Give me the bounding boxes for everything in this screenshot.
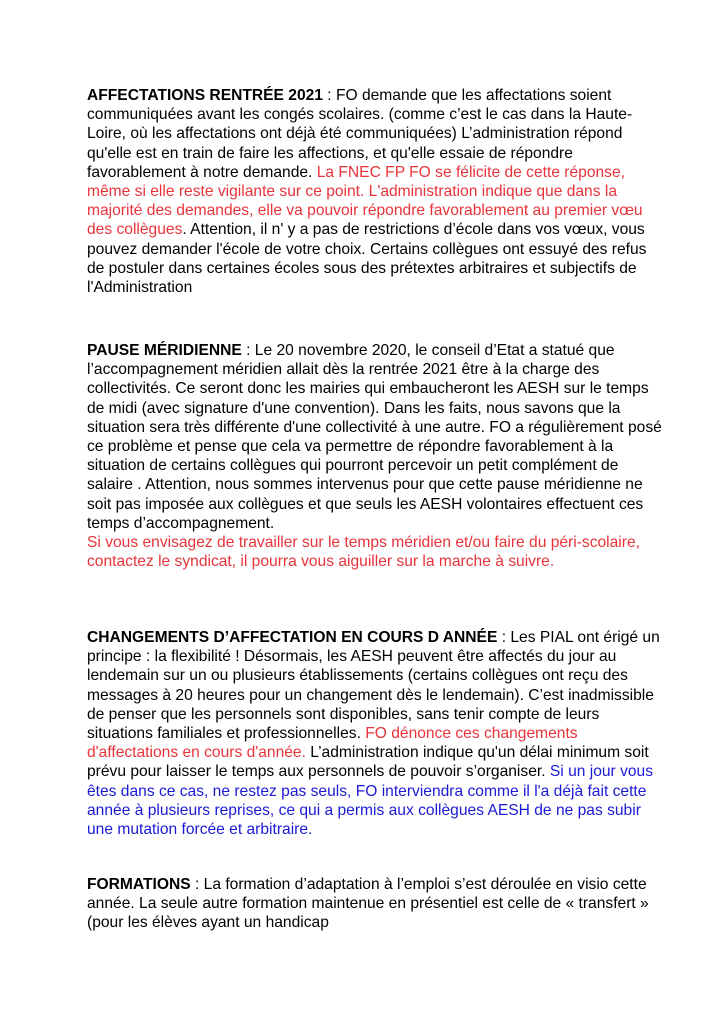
highlight-red-text: FO dénonce ces changements d'affectations en cours d'année. — [87, 725, 578, 762]
section-heading: AFFECTATIONS RENTRÉE 2021 — [87, 87, 323, 104]
highlight-blue-text: Si un jour vous êtes dans ce cas, ne restez pas seuls, FO interviendra comme il l'a déjà fait cette année à plusieurs reprises, ce qui a permis aux collègues AESH de ne pas subir une mutation forcée et arbitraire. — [87, 763, 654, 839]
section-formations — [87, 875, 667, 933]
section-heading: PAUSE MÉRIDIENNE — [87, 342, 242, 359]
section-text: . Attention, il n' y a pas de restrictions d’école dans vos vœux, vous pouvez demander l'école de votre choix. Certains collègues ont essuyé des refus de postuler dans certaines écoles sous des prétextes arbitraires et subjectifs de l'Administration — [87, 221, 647, 297]
highlight-red-text: Si vous envisagez de travailler sur le temps méridien et/ou faire du péri-scolaire, contactez le syndicat, il pourra vous aiguiller sur la marche à suivre. — [87, 534, 640, 571]
section-text: : FO demande que les affectations soient communiquées avant les congés scolaires. (comme c’est le cas dans la Haute-Loire, où les affectations ont déjà été communiquées) L’administration répond qu'elle est en train de faire les affections, et qu'elle essaie de répondre favorablement à notre demande. — [87, 87, 633, 181]
highlight-red-text: La FNEC FP FO se félicite de cette réponse, même si elle reste vigilante sur ce point. L'administration indique que dans la majorité des demandes, elle va pouvoir répondre favorablement au premier vœu des collègues — [87, 163, 643, 239]
section-text: : La formation d’adaptation à l’emploi s’est déroulée en visio cette année. La seule autre formation maintenue en présentiel est celle de « transfert » (pour les élèves ayant un handicap — [87, 876, 649, 932]
section-heading: CHANGEMENTS D’AFFECTATION EN COURS D ANNÉE — [87, 629, 498, 646]
section-heading: FORMATIONS — [87, 876, 191, 893]
section-text: : Les PIAL ont érigé un principe : la flexibilité ! Désormais, les AESH peuvent être affectés du jour au lendemain sur un ou plusieurs établissements (certains collègues ont reçu des messages à 20 heures pour un changement dès le lendemain). C’est inadmissible de penser que les personnels sont disponibles, sans tenir compte de leurs situations familiales et professionnelles. — [87, 629, 660, 743]
section-pause-meridienne — [87, 341, 667, 571]
section-changements-affectation — [87, 628, 667, 839]
section-text: L’administration indique qu'un délai minimum soit prévu pour laisser le temps aux personnels de pouvoir s’organiser. — [87, 744, 649, 781]
section-affectations — [87, 86, 667, 297]
section-text: : Le 20 novembre 2020, le conseil d’Etat a statué que l’accompagnement méridien allait dès la rentrée 2021 être à la charge des collectivités. Ce seront donc les mairies qui embaucheront les AESH sur le temps de midi (avec signature d'une convention). Dans les faits, nous savons que la situation sera très différente d'une collectivité à une autre. FO a régulièrement posé ce problème et pense que cela va permettre de répondre favorablement à la situation de certains collègues qui pourront percevoir un petit complément de salaire . Attention, nous sommes intervenus pour que cette pause méridienne ne soit pas imposée aux collègues et que seuls les AESH volontaires effectuent ces temps d’accompagnement. — [87, 342, 662, 532]
